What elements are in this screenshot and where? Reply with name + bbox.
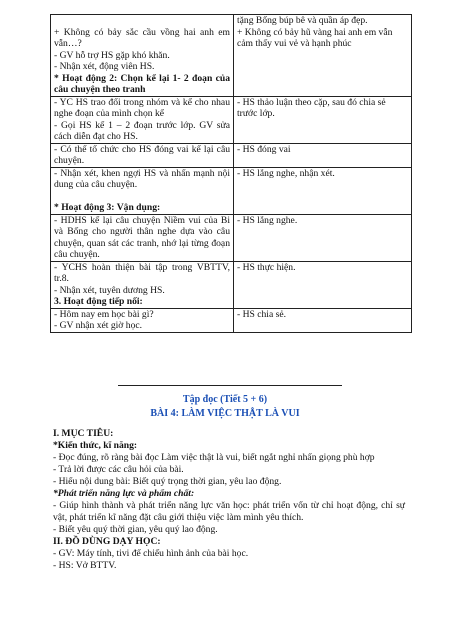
objective-item: - GV: Máy tính, tivi để chiếu hình ảnh của bài học. <box>53 548 249 559</box>
lesson-heading: Tập đọc (Tiết 5 + 6) <box>182 394 268 405</box>
table-row <box>51 261 412 308</box>
teacher-activity-text: - Có thể tổ chức cho HS đóng vai kể lại câu chuyện. <box>54 143 230 166</box>
student-activity-text: - HS thực hiện. <box>237 261 296 273</box>
teacher-activity-text: - Nhận xét, động viên HS. <box>54 61 155 72</box>
teacher-activity-cell <box>51 308 234 332</box>
student-activity-cell <box>234 167 412 214</box>
student-activity-cell <box>234 261 412 308</box>
teacher-activity-cell <box>51 261 234 308</box>
teacher-activity-cell <box>51 143 234 167</box>
teacher-activity-cell <box>51 167 234 214</box>
section-heading: I. MỤC TIÊU: <box>53 428 114 439</box>
student-activity-text: - HS chia sẻ. <box>237 308 287 320</box>
teacher-activity-text: - YC HS trao đổi trong nhóm và kể cho nhau nghe đoạn của mình chọn kể <box>54 96 230 119</box>
objective-item: - Hiểu nội dung bài: Biết quý trọng thời gian, yêu lao động. <box>53 476 282 487</box>
table-row <box>51 308 412 332</box>
objective-item: - Trả lời được các câu hỏi của bài. <box>53 464 184 475</box>
teacher-activity-text: + Không có bảy sắc cầu vồng hai anh em vẫn…? <box>54 26 230 49</box>
table-row <box>51 167 412 214</box>
student-activity-text: - HS đóng vai <box>237 143 291 155</box>
student-activity-text: + Không có bảy hũ vàng hai anh em vẫn cảm thấy vui vẻ và hạnh phúc <box>237 26 393 49</box>
section-heading: *Phát triển năng lực và phẩm chất: <box>53 488 195 499</box>
section-divider <box>118 385 342 386</box>
lesson-objectives <box>53 428 405 572</box>
table-row <box>51 15 412 97</box>
teacher-activity-text <box>54 191 230 203</box>
teacher-activity-text: - GV hỗ trợ HS gặp khó khăn. <box>54 49 170 61</box>
teacher-activity-text: * Hoạt động 2: Chọn kể lại 1- 2 đoạn của câu chuyện theo tranh <box>54 72 230 95</box>
teacher-activity-text: - Nhận xét, tuyên dương HS. <box>54 284 165 296</box>
student-activity-text: tặng Bống búp bê và quần áp đẹp. <box>237 15 368 26</box>
teacher-activity-text: - Gọi HS kể 1 – 2 đoạn trước lớp. GV sửa cách diễn đạt cho HS. <box>54 119 230 142</box>
student-activity-cell <box>234 308 412 332</box>
teacher-activity-text: * Hoạt động 3: Vận dụng: <box>54 202 161 213</box>
teacher-activity-text <box>54 15 230 27</box>
table-row <box>51 143 412 167</box>
student-activity-cell <box>234 15 412 97</box>
teacher-activity-cell <box>51 96 234 143</box>
teacher-activity-text: - Hôm nay em học bài gì? <box>54 308 154 320</box>
teacher-activity-cell <box>51 214 234 261</box>
student-activity-cell <box>234 143 412 167</box>
objective-item: - Biết yêu quý thời gian, yêu quý lao động. <box>53 524 218 535</box>
student-activity-text: - HS thảo luận theo cặp, sau đó chia sẻ trước lớp. <box>237 96 386 119</box>
student-activity-cell <box>234 214 412 261</box>
section-heading: II. ĐỒ DÙNG DẠY HỌC: <box>53 536 161 547</box>
lesson-title: BÀI 4: LÀM VIỆC THẬT LÀ VUI <box>150 408 300 419</box>
activity-table-body <box>51 15 412 333</box>
teacher-activity-text: - GV nhận xét giờ học. <box>54 320 143 331</box>
student-activity-cell <box>234 96 412 143</box>
teacher-activity-text: - HDHS kể lại câu chuyện Niềm vui của Bi và Bống cho người thân nghe dựa vào câu chuyện, quan sát các tranh, nhớ lại từng đoạn câu chuyện. <box>54 214 230 260</box>
objective-item: - HS: Vở BTTV. <box>53 560 117 571</box>
section-heading: *Kiến thức, kĩ năng: <box>53 440 138 451</box>
student-activity-text: - HS lắng nghe, nhận xét. <box>237 167 335 179</box>
objective-item: - Đọc đúng, rõ ràng bài đọc Làm việc thật là vui, biết ngắt nghỉ nhấn giọng phù hợp <box>53 452 375 463</box>
teacher-activity-text: 3. Hoạt động tiếp nối: <box>54 296 143 307</box>
teacher-activity-cell <box>51 15 234 97</box>
student-activity-text: - HS lắng nghe. <box>237 214 298 226</box>
activity-table <box>50 14 412 333</box>
teacher-activity-text: - Nhận xét, khen ngợi HS và nhấn mạnh nội dung của câu chuyện. <box>54 167 230 190</box>
table-row <box>51 214 412 261</box>
objective-item: - Giúp hình thành và phát triển năng lực văn học: phát triển vốn từ chỉ hoạt động, chỉ sự vật, phát triển kĩ năng đặt câu giới thiệu việc làm mình yêu thích. <box>53 500 405 523</box>
teacher-activity-text: - YCHS hoàn thiện bài tập trong VBTTV, tr.8. <box>54 261 230 284</box>
table-row <box>51 96 412 143</box>
